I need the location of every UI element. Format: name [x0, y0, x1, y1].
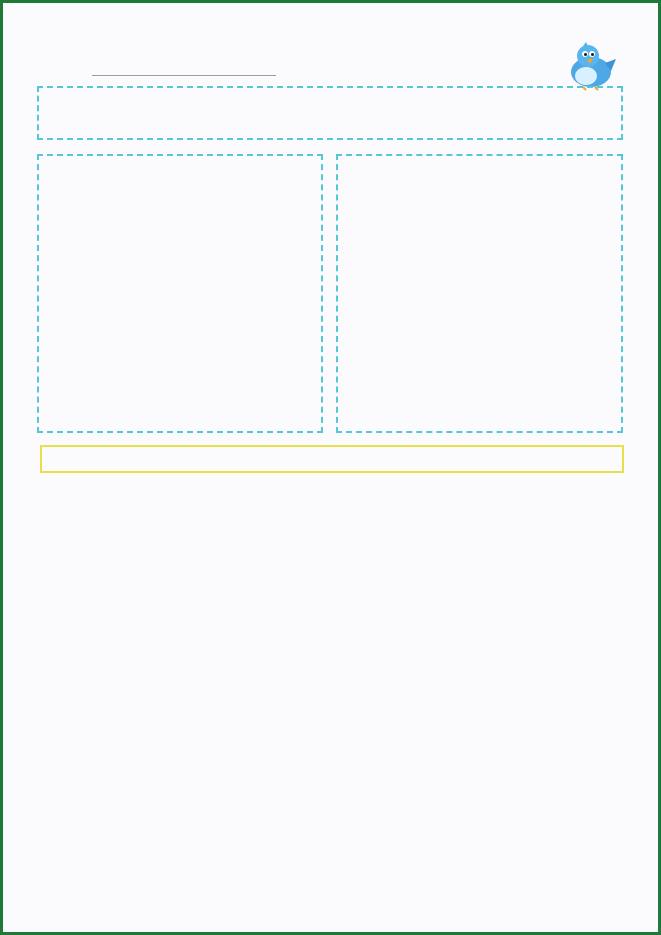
header-sv [502, 447, 562, 471]
observation-table-header [40, 445, 624, 473]
name-line[interactable] [92, 75, 276, 76]
header-beobachtung [100, 447, 500, 471]
worksheet-page [3, 3, 658, 932]
bird-icon [561, 41, 619, 91]
name-notes-box[interactable] [37, 86, 623, 140]
sozialverhalten-box [37, 154, 323, 433]
header-datum [42, 447, 100, 471]
header-lv [564, 447, 624, 471]
lernverhalten-box [336, 154, 623, 433]
